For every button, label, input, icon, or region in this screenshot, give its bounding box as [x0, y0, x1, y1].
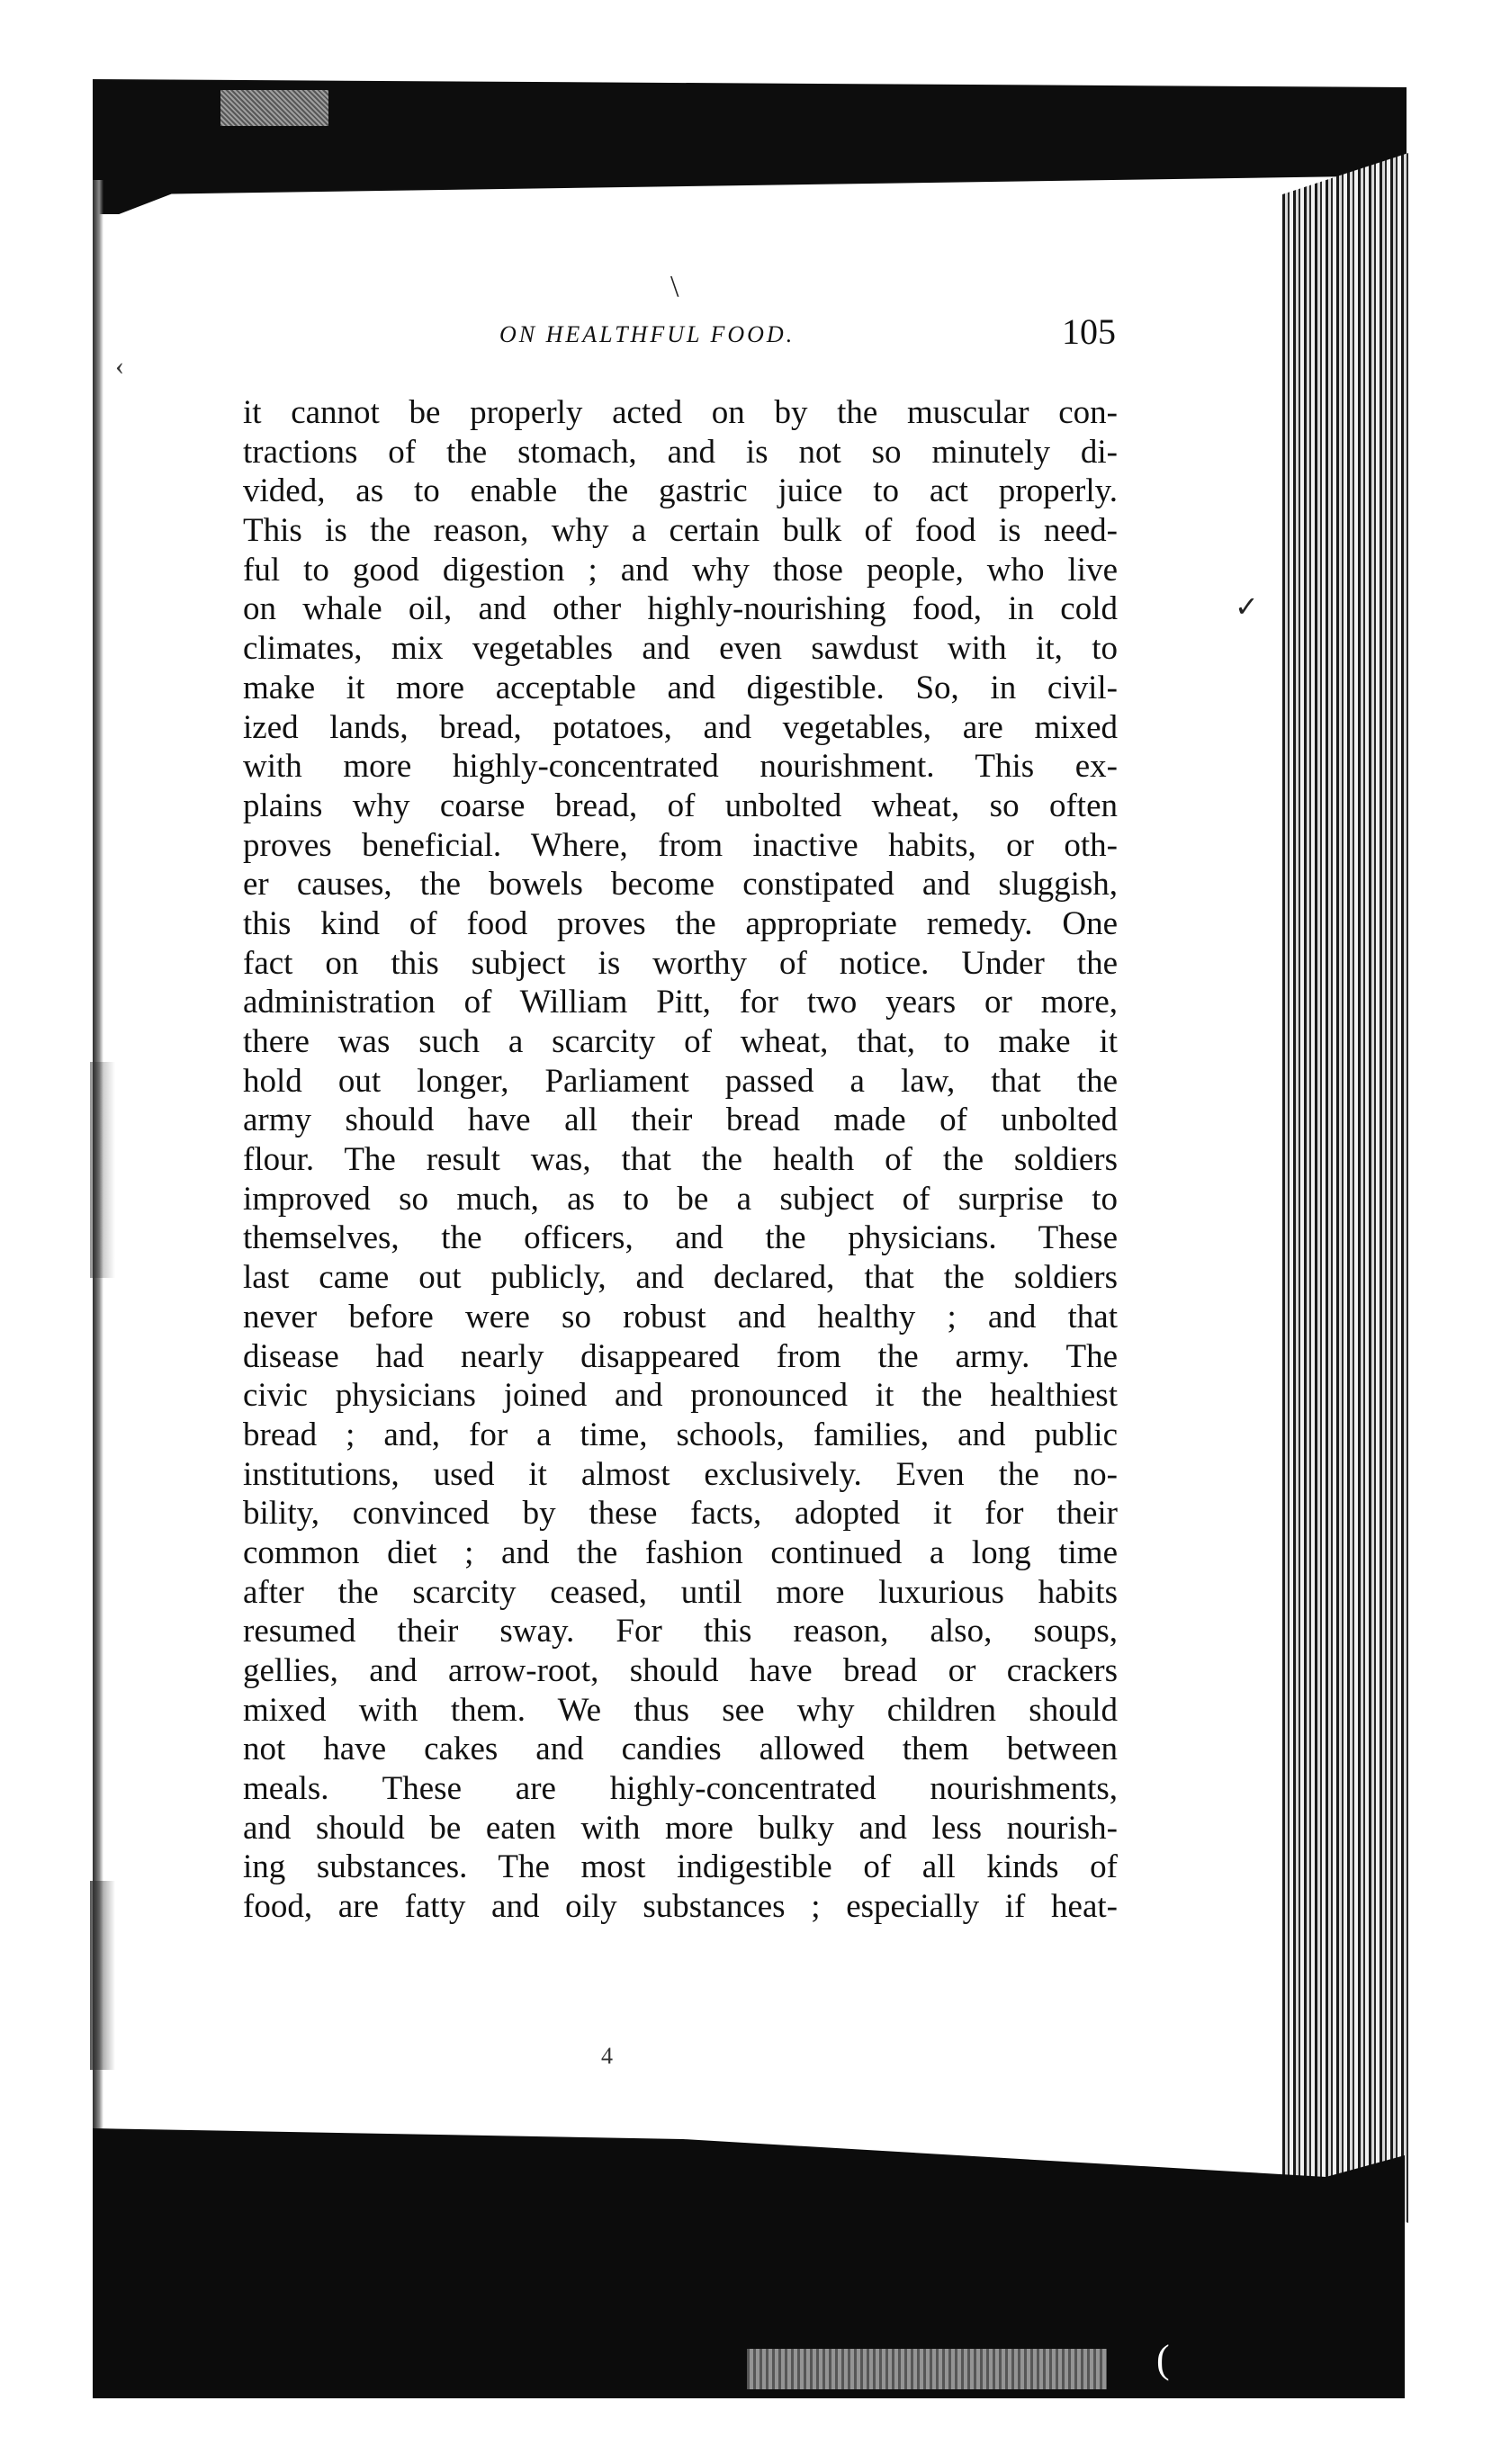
text-line: last came out publicly, and declared, that the soldiers — [243, 1259, 1118, 1297]
text-line: mixed with them. We thus see why children should — [243, 1691, 1118, 1729]
text-line: fact on this subject is worthy of notice. Under the — [243, 944, 1118, 982]
text-line: never before were so robust and healthy ; and that — [243, 1298, 1118, 1335]
check-mark-icon: ✓ — [1235, 590, 1259, 623]
text-line: flour. The result was, that the health of the soldiers — [243, 1141, 1118, 1179]
text-line: ing substances. The most indigestible of all kinds of — [243, 1848, 1118, 1886]
text-line: civic physicians joined and pronounced it the healthiest — [243, 1377, 1118, 1415]
text-line: on whale oil, and other highly-nourishing food, in cold — [243, 590, 1118, 628]
text-line: This is the reason, why a certain bulk of food is need- — [243, 512, 1118, 550]
running-head — [243, 310, 1116, 355]
text-line: common diet ; and the fashion continued a long time — [243, 1533, 1118, 1571]
text-line: bility, convinced by these facts, adopted it for their — [243, 1495, 1118, 1533]
text-line: proves beneficial. Where, from inactive habits, or oth- — [243, 826, 1118, 864]
text-line: and should be eaten with more bulky and less nourish- — [243, 1809, 1118, 1847]
text-line: er causes, the bowels become constipated and sluggish, — [243, 866, 1118, 904]
book-page-edges — [1282, 153, 1408, 2223]
text-line: ful to good digestion ; and why those people, who live — [243, 551, 1118, 589]
running-title: ON HEALTHFUL FOOD. — [499, 321, 795, 347]
text-line: this kind of food proves the appropriate remedy. One — [243, 904, 1118, 942]
text-line: it cannot be properly acted on by the muscular con- — [243, 394, 1118, 431]
text-line: administration of William Pitt, for two years or more, — [243, 984, 1118, 1021]
scan-noise-bottom — [747, 2349, 1107, 2389]
text-line: there was such a scarcity of wheat, that, to make it — [243, 1023, 1118, 1060]
scan-noise-top — [220, 90, 328, 126]
text-line: with more highly-concentrated nourishment. This ex- — [243, 748, 1118, 786]
text-line: vided, as to enable the gastric juice to act properly. — [243, 472, 1118, 510]
text-line: bread ; and, for a time, schools, families, and public — [243, 1416, 1118, 1453]
page-number: 105 — [1062, 311, 1116, 352]
pencil-mark-top: \ — [670, 270, 679, 303]
text-line: meals. These are highly-concentrated nourishments, — [243, 1770, 1118, 1808]
text-line: food, are fatty and oily substances ; especially if heat- — [243, 1888, 1118, 1926]
text-line: make it more acceptable and digestible. So, in civil- — [243, 669, 1118, 706]
text-line: plains why coarse bread, of unbolted wheat, so often — [243, 787, 1118, 824]
stray-mark-left: ‹ — [115, 351, 124, 381]
text-line: gellies, and arrow-root, should have bread or crackers — [243, 1652, 1118, 1689]
text-line: institutions, used it almost exclusively. Even the no- — [243, 1455, 1118, 1493]
text-line: themselves, the officers, and the physicians. These — [243, 1219, 1118, 1257]
text-line: ized lands, bread, potatoes, and vegetables, are mixed — [243, 708, 1118, 746]
scan-artifact-left-lower — [90, 1881, 115, 2070]
text-line: hold out longer, Parliament passed a law, that the — [243, 1062, 1118, 1100]
body-text — [243, 393, 1118, 1927]
text-line: disease had nearly disappeared from the army. The — [243, 1337, 1118, 1375]
text-line: army should have all their bread made of unbolted — [243, 1102, 1118, 1139]
text-line: improved so much, as to be a subject of surprise to — [243, 1180, 1118, 1218]
text-line: tractions of the stomach, and is not so minutely di- — [243, 433, 1118, 471]
text-line: not have cakes and candies allowed them between — [243, 1731, 1118, 1768]
pencil-mark-bottom: 4 — [601, 2043, 613, 2069]
text-line: after the scarcity ceased, until more luxurious habits — [243, 1573, 1118, 1611]
text-line: resumed their sway. For this reason, also, soups, — [243, 1613, 1118, 1650]
scan-artifact-left — [90, 1062, 115, 1278]
text-line: climates, mix vegetables and even sawdust with it, to — [243, 630, 1118, 668]
corner-curl-mark: ( — [1156, 2337, 1170, 2381]
